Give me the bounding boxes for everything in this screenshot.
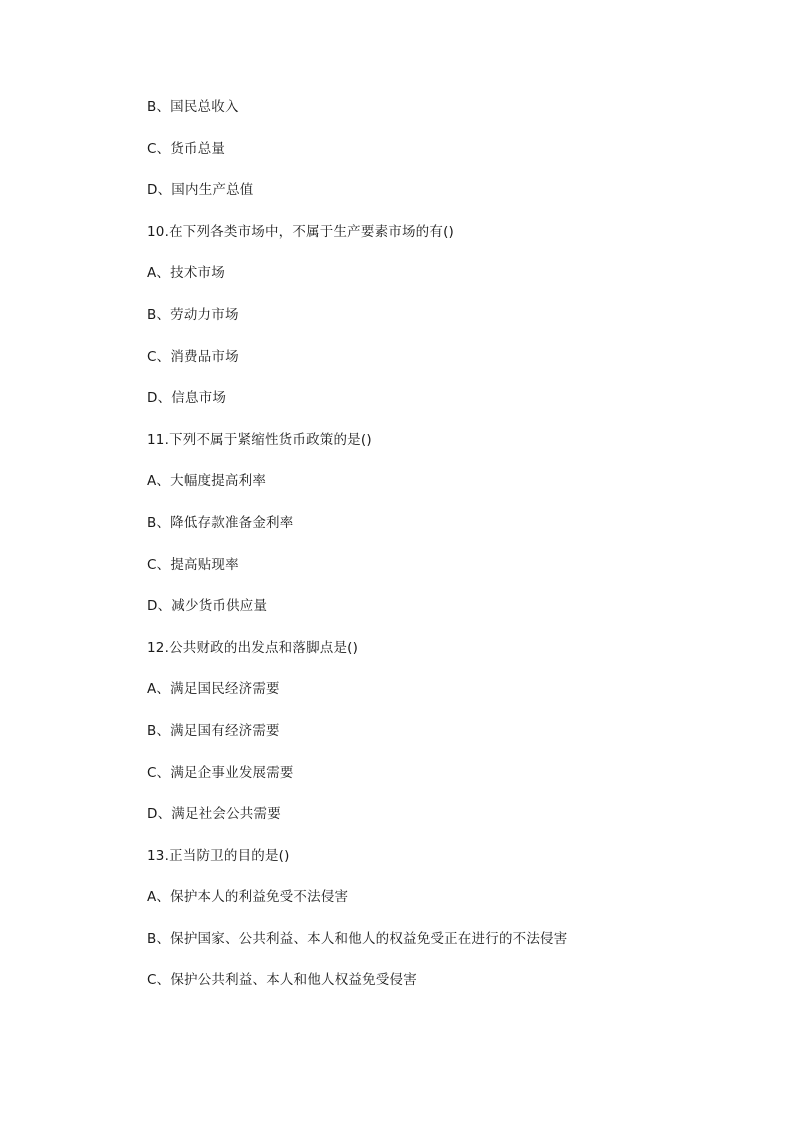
option-13c: C、保护公共利益、本人和他人权益免受侵害 [147,972,417,989]
option-11c: C、提高贴现率 [147,556,239,573]
option-9c: C、货币总量 [147,140,226,157]
option-13b: B、保护国家、公共利益、本人和他人的权益免受正在进行的不法侵害 [147,930,568,947]
option-13a: A、保护本人的利益免受不法侵害 [147,889,349,906]
option-9b: B、国民总收入 [147,99,239,115]
question-12: 12.公共财政的出发点和落脚点是() [147,639,359,656]
option-10d: D、信息市场 [147,390,227,407]
option-10a: A、技术市场 [147,265,225,282]
option-9d: D、国内生产总值 [147,182,254,199]
option-10b: B、劳动力市场 [147,306,239,323]
document-body [147,96,747,1011]
option-11b: B、降低存款准备金利率 [147,514,294,531]
option-11d: D、减少货币供应量 [147,598,268,615]
option-12c: C、满足企事业发展需要 [147,764,294,781]
option-12d: D、满足社会公共需要 [147,806,281,823]
question-10: 10.在下列各类市场中，不属于生产要素市场的有() [147,223,455,240]
option-12a: A、满足国民经济需要 [147,681,280,698]
option-12b: B、满足国有经济需要 [147,722,280,739]
question-11: 11.下列不属于紧缩性货币政策的是() [147,431,372,448]
option-11a: A、大幅度提高利率 [147,473,267,490]
question-13: 13.正当防卫的目的是() [147,847,290,864]
option-10c: C、消费品市场 [147,348,239,365]
